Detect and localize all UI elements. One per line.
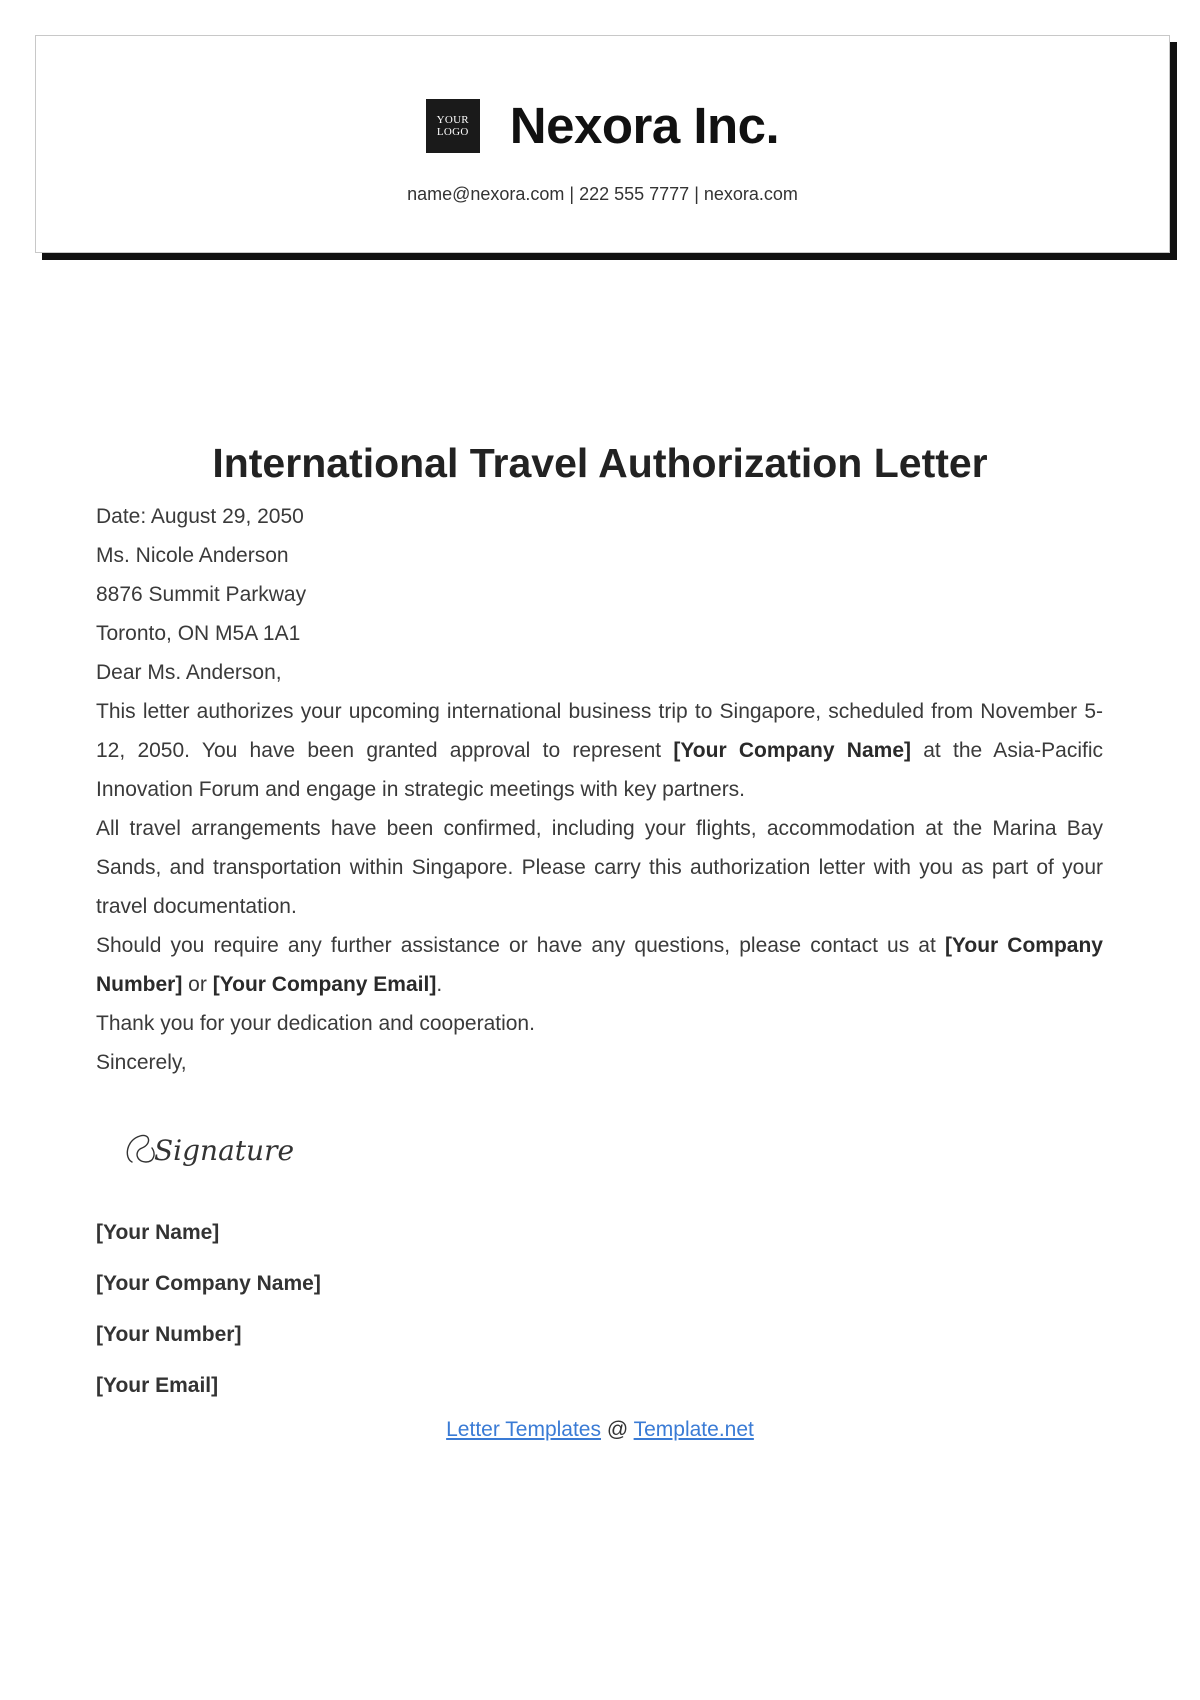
signature-script: Signature [154, 1134, 295, 1167]
recipient-address-line2: Toronto, ON M5A 1A1 [96, 622, 301, 645]
sender-email: [Your Email] [96, 1374, 219, 1397]
letter-title: International Travel Authorization Letter [212, 440, 988, 486]
paragraph-text: This letter authorizes your upcoming international business trip to Singapore, scheduled from November 5-12, 2050. You have been granted approval to represent [96, 700, 1103, 762]
recipient-address-line1: 8876 Summit Parkway [96, 583, 307, 606]
recipient-name: Ms. Nicole Anderson [96, 544, 289, 567]
paragraph-authorization [96, 692, 1103, 809]
company-name-placeholder: [Your Company Name] [673, 739, 911, 762]
sender-number: [Your Number] [96, 1323, 242, 1346]
sender-company: [Your Company Name] [96, 1272, 321, 1295]
letterhead [35, 35, 1170, 253]
footer-credit [0, 1418, 1200, 1442]
contact-info: name@nexora.com | 222 555 7777 | nexora.com [407, 184, 798, 204]
logo-placeholder [426, 99, 480, 153]
paragraph-text: at the Asia-Pacific Innovation Forum and engage in strategic meetings with key partners. [96, 739, 1104, 801]
letter-body [96, 497, 1103, 1082]
closing: Sincerely, [96, 1051, 187, 1074]
signature-block [96, 1218, 321, 1422]
salutation: Dear Ms. Anderson, [96, 661, 282, 684]
logo-text-line1: YOUR [436, 113, 469, 126]
company-number-placeholder: [Your Company Number] [96, 934, 1103, 996]
company-name: Nexora Inc. [509, 97, 780, 154]
letter-templates-link[interactable]: Letter Templates [446, 1418, 601, 1441]
signature-image [118, 1118, 295, 1178]
brand-row [36, 96, 1169, 155]
logo-text-line2: LOGO [436, 125, 469, 138]
footer-separator: @ [601, 1418, 634, 1441]
paragraph-arrangements: All travel arrangements have been confirmed, including your flights, accommodation at the Marina Bay Sands, and transportation within Singapore. Please carry this authorization letter with you as part of your travel documentation. [96, 817, 1103, 918]
thanks-line: Thank you for your dedication and cooperation. [96, 1012, 535, 1035]
company-email-placeholder: [Your Company Email] [212, 973, 437, 996]
template-net-link[interactable]: Template.net [633, 1418, 754, 1441]
letter-date: Date: August 29, 2050 [96, 505, 304, 528]
paragraph-text: Should you require any further assistance or have any questions, please contact us at [96, 934, 945, 957]
paragraph-text: or [182, 973, 213, 996]
paragraph-contact [96, 926, 1103, 1004]
paragraph-text: . [436, 973, 443, 996]
sender-name: [Your Name] [96, 1221, 220, 1244]
